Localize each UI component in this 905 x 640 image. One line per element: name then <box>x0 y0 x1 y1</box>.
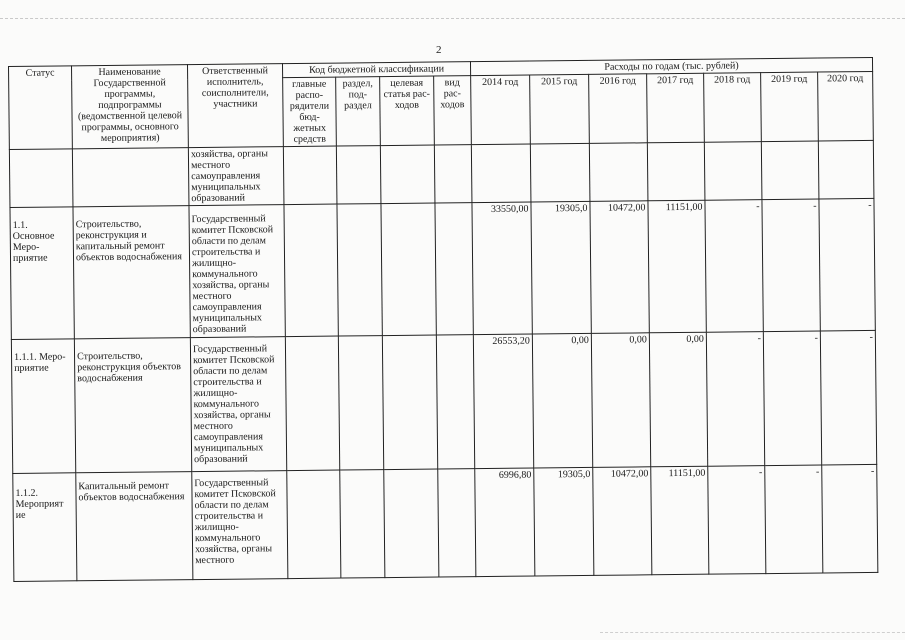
header-budget-code-group: Код бюджетной классификации <box>282 62 470 78</box>
cell-value: 0,00 <box>532 333 592 468</box>
cell-value: 10472,00 <box>590 201 649 334</box>
cell-name: Строительство, реконструкция объектов водоснабжения <box>74 338 191 473</box>
cell-status: 1.1. Основное Меро-приятие <box>10 207 74 340</box>
document-table-wrapper <box>8 57 878 582</box>
header-budget-code: целевая статья рас-ходов <box>380 76 435 146</box>
header-budget-code: вид рас-ходов <box>434 76 472 145</box>
cell-value: - <box>708 466 766 575</box>
header-year: 2016 год <box>589 74 648 144</box>
header-year: 2020 год <box>818 71 874 141</box>
header-year: 2017 год <box>647 73 705 143</box>
cell-value: - <box>822 464 878 573</box>
cell-value: - <box>705 200 763 333</box>
header-status: Статус <box>9 66 73 150</box>
cell-value: - <box>762 199 820 332</box>
cell-status: 1.1.1. Меро-приятие <box>11 339 75 474</box>
header-year: 2018 год <box>704 73 762 143</box>
cell-name: Капитальный ремонт объектов водоснабжения <box>76 472 193 581</box>
cell-value: 26553,20 <box>473 334 533 469</box>
header-year: 2019 год <box>761 72 819 142</box>
header-budget-code: главные распо-рядители бюд-жетных средств <box>283 77 337 147</box>
table-row <box>13 464 878 581</box>
cell-value: 11151,00 <box>648 200 706 333</box>
cell-value: 0,00 <box>591 333 650 468</box>
cell-value: 0,00 <box>649 332 707 467</box>
cell-responsible: Государственный комитет Псковской области по делам строительства и жилищно-коммунального хозяйства, органы местного самоуправления муниципальных образований <box>189 205 285 338</box>
cell-value: - <box>820 330 876 465</box>
header-responsible: Ответственный исполнитель, соисполнители, участники <box>187 64 283 148</box>
cell-responsible: Государственный комитет Псковской области по делам строительства и жилищно-коммунального хозяйства, органы местного самоуправления муниципальных образований <box>190 337 286 472</box>
cell-value: - <box>763 331 821 466</box>
page-number: 2 <box>436 44 442 56</box>
cell-value: 19305,0 <box>534 467 594 576</box>
header-year: 2014 год <box>471 75 531 145</box>
scan-edge-bottom <box>600 632 905 633</box>
header-name: Наименование Государственной программы, подпрограммы (ведомственной целевой программы, основного мероприятия) <box>72 65 189 149</box>
cell-responsible: хозяйства, органы местного самоуправления муниципальных образований <box>188 147 284 206</box>
header-year: 2015 год <box>530 74 590 144</box>
table-row <box>11 330 876 473</box>
cell-value: 10472,00 <box>593 467 652 576</box>
cell-value: 33550,00 <box>472 202 532 335</box>
cell-name: Строительство, реконструкция и капитальный ремонт объектов водоснабжения <box>73 206 190 339</box>
cell-value: - <box>819 198 875 331</box>
cell-responsible: Государственный комитет Псковской области по делам строительства и жилищно-коммунального хозяйства, органы местного <box>192 471 288 580</box>
table-row <box>10 198 875 339</box>
cell-value: 19305,0 <box>531 201 591 334</box>
scan-edge-top <box>0 18 905 19</box>
budget-table <box>8 57 878 582</box>
cell-value: 6996,80 <box>475 468 535 577</box>
table-row-continuation <box>9 140 874 207</box>
cell-value: - <box>706 332 764 467</box>
cell-status: 1.1.2. Мероприят ие <box>13 473 77 582</box>
header-expenses-group: Расходы по годам (тыс. рублей) <box>470 57 872 75</box>
header-budget-code: раздел, под-раздел <box>336 77 381 146</box>
cell-value: 11151,00 <box>651 466 709 575</box>
cell-value: - <box>765 465 823 574</box>
